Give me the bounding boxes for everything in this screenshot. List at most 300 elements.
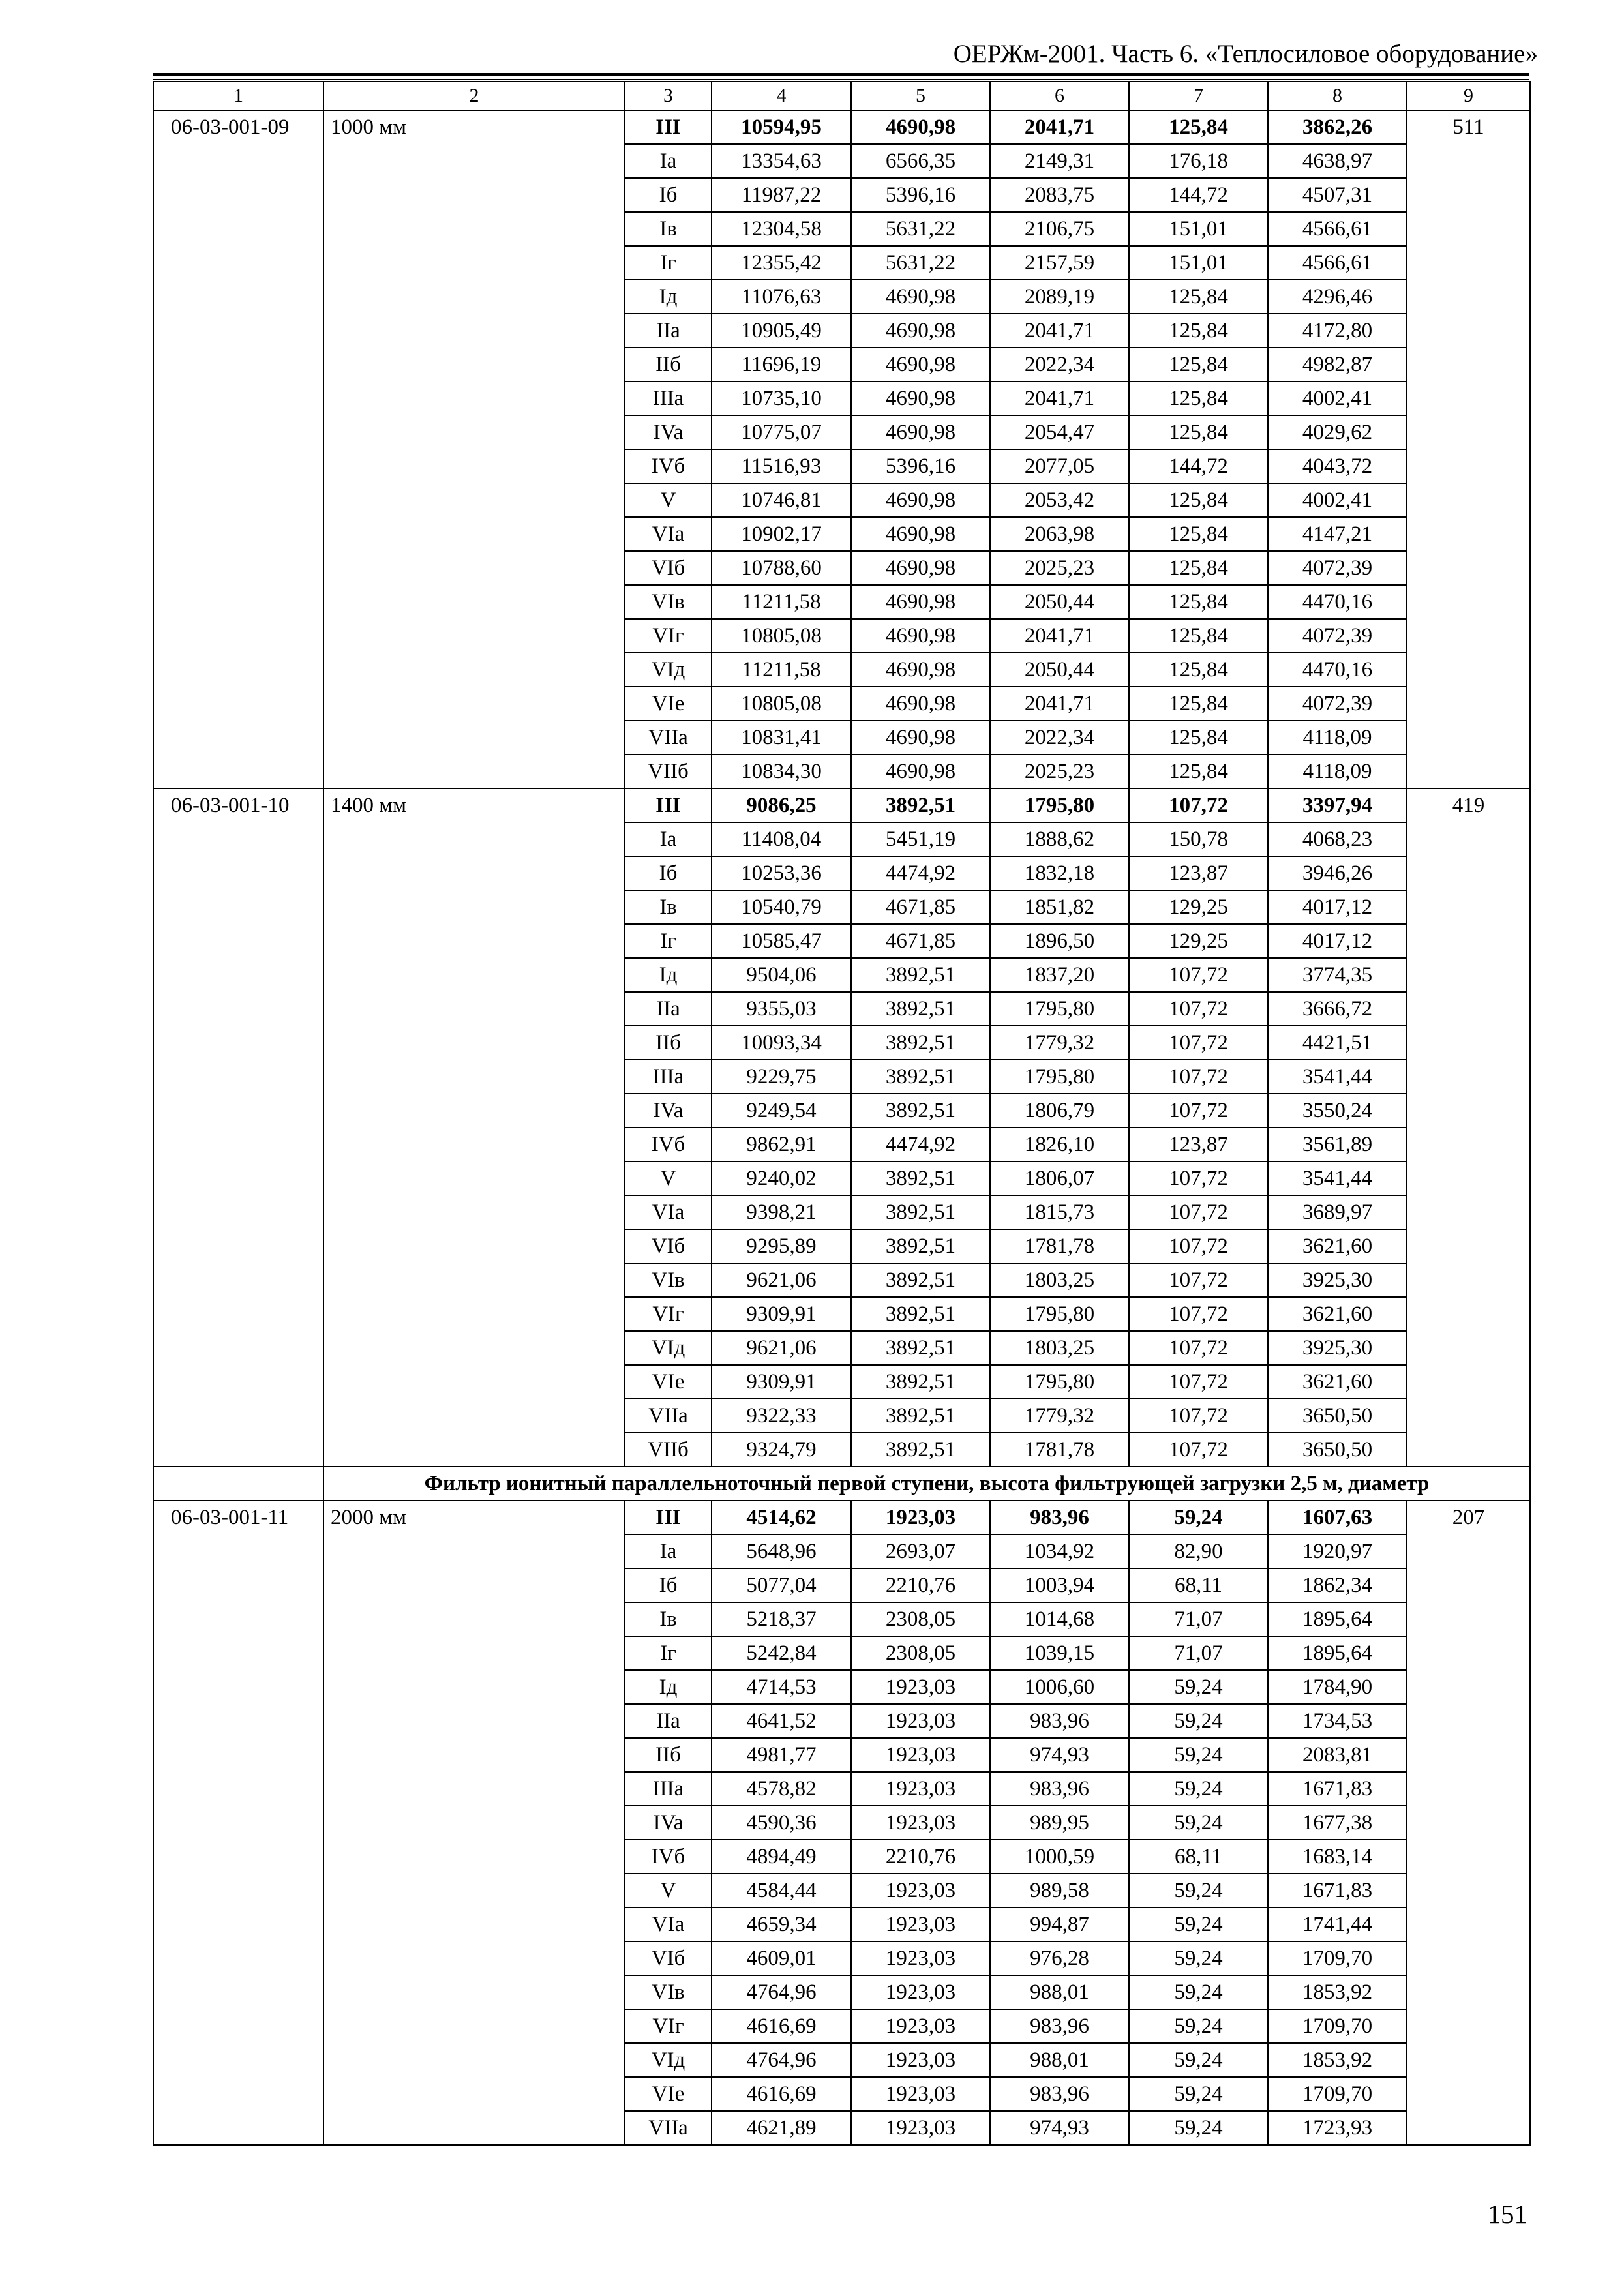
value-cell-8: 4172,80 [1268,314,1407,348]
value-cell-4: 10540,79 [712,890,851,924]
value-cell-7: 59,24 [1129,2043,1268,2077]
value-cell-7: 107,72 [1129,1026,1268,1060]
value-cell-8: 3925,30 [1268,1263,1407,1297]
value-cell-8: 1862,34 [1268,1568,1407,1602]
col9-value: 419 [1407,788,1530,1467]
zone-cell: VIa [625,517,712,551]
value-cell-7: 107,72 [1129,1297,1268,1331]
section-title-row [153,1467,1530,1501]
column-header: 4 [712,82,851,110]
value-cell-4: 5218,37 [712,1602,851,1636]
zone-cell: Iг [625,924,712,958]
table-row [153,788,1530,822]
value-cell-6: 2050,44 [990,653,1129,687]
value-cell-6: 983,96 [990,2077,1129,2111]
column-number-row [153,82,1530,110]
zone-cell: Iб [625,856,712,890]
value-cell-7: 59,24 [1129,2077,1268,2111]
zone-cell: Ia [625,1534,712,1568]
zone-cell: IIб [625,1738,712,1772]
value-cell-7: 59,24 [1129,1738,1268,1772]
value-cell-4: 11211,58 [712,585,851,619]
value-cell-7: 68,11 [1129,1568,1268,1602]
value-cell-7: 123,87 [1129,1128,1268,1161]
value-cell-5: 5631,22 [851,246,990,280]
zone-cell: IIIa [625,1060,712,1094]
value-cell-8: 1683,14 [1268,1840,1407,1874]
value-cell-7: 107,72 [1129,992,1268,1026]
rate-code: 06-03-001-10 [153,788,323,1467]
value-cell-4: 10585,47 [712,924,851,958]
value-cell-7: 176,18 [1129,144,1268,178]
value-cell-6: 2025,23 [990,755,1129,788]
value-cell-4: 10594,95 [712,110,851,144]
value-cell-7: 59,24 [1129,1806,1268,1840]
value-cell-6: 1795,80 [990,1365,1129,1399]
value-cell-4: 10805,08 [712,619,851,653]
value-cell-6: 1832,18 [990,856,1129,890]
zone-cell: Iб [625,1568,712,1602]
zone-cell: VIб [625,1229,712,1263]
section-title: Фильтр ионитный параллельноточный первой ступени, высота фильтрующей загрузки 2,5 м, диаметр [323,1467,1530,1501]
value-cell-5: 2210,76 [851,1840,990,1874]
value-cell-5: 1923,03 [851,1806,990,1840]
column-header: 7 [1129,82,1268,110]
value-cell-8: 3550,24 [1268,1094,1407,1128]
zone-cell: VIд [625,2043,712,2077]
value-cell-6: 2041,71 [990,110,1129,144]
value-cell-4: 9621,06 [712,1331,851,1365]
zone-cell: Iв [625,890,712,924]
value-cell-6: 2041,71 [990,382,1129,415]
rate-code: 06-03-001-11 [153,1501,323,2145]
value-cell-4: 9324,79 [712,1433,851,1467]
zone-cell: V [625,483,712,517]
value-cell-4: 4578,82 [712,1772,851,1806]
value-cell-8: 1677,38 [1268,1806,1407,1840]
value-cell-5: 2693,07 [851,1534,990,1568]
value-cell-7: 107,72 [1129,1433,1268,1467]
value-cell-6: 2022,34 [990,721,1129,755]
value-cell-5: 1923,03 [851,1670,990,1704]
value-cell-7: 107,72 [1129,1365,1268,1399]
value-cell-8: 3689,97 [1268,1195,1407,1229]
column-header: 2 [323,82,625,110]
value-cell-5: 4690,98 [851,755,990,788]
value-cell-5: 4690,98 [851,551,990,585]
value-cell-5: 6566,35 [851,144,990,178]
value-cell-5: 3892,51 [851,1399,990,1433]
value-cell-8: 3666,72 [1268,992,1407,1026]
value-cell-7: 125,84 [1129,382,1268,415]
value-cell-4: 12304,58 [712,212,851,246]
column-header: 1 [153,82,323,110]
value-cell-6: 983,96 [990,2009,1129,2043]
value-cell-4: 9355,03 [712,992,851,1026]
zone-cell: IIб [625,1026,712,1060]
value-cell-8: 4118,09 [1268,721,1407,755]
value-cell-8: 4566,61 [1268,246,1407,280]
value-cell-4: 10775,07 [712,415,851,449]
value-cell-7: 59,24 [1129,1704,1268,1738]
value-cell-7: 71,07 [1129,1636,1268,1670]
value-cell-7: 59,24 [1129,1772,1268,1806]
value-cell-8: 4072,39 [1268,619,1407,653]
zone-cell: VIб [625,551,712,585]
zone-cell: VIIa [625,1399,712,1433]
value-cell-5: 1923,03 [851,2009,990,2043]
value-cell-7: 59,24 [1129,1874,1268,1908]
value-cell-6: 1806,79 [990,1094,1129,1128]
value-cell-7: 107,72 [1129,1060,1268,1094]
value-cell-6: 1795,80 [990,1297,1129,1331]
value-cell-8: 1709,70 [1268,1941,1407,1975]
value-cell-7: 59,24 [1129,1975,1268,2009]
value-cell-4: 4641,52 [712,1704,851,1738]
value-cell-6: 2077,05 [990,449,1129,483]
zone-cell: VIa [625,1195,712,1229]
value-cell-7: 59,24 [1129,1941,1268,1975]
value-cell-4: 5648,96 [712,1534,851,1568]
value-cell-8: 3541,44 [1268,1060,1407,1094]
value-cell-8: 4566,61 [1268,212,1407,246]
value-cell-6: 2022,34 [990,348,1129,382]
value-cell-6: 2149,31 [990,144,1129,178]
value-cell-5: 2308,05 [851,1602,990,1636]
value-cell-4: 10093,34 [712,1026,851,1060]
rate-code: 06-03-001-09 [153,110,323,788]
value-cell-5: 4690,98 [851,653,990,687]
zone-cell: VIIa [625,721,712,755]
value-cell-5: 3892,51 [851,958,990,992]
zone-cell: Iв [625,1602,712,1636]
value-cell-4: 9295,89 [712,1229,851,1263]
value-cell-6: 1826,10 [990,1128,1129,1161]
value-cell-7: 59,24 [1129,2009,1268,2043]
value-cell-6: 1851,82 [990,890,1129,924]
value-cell-5: 4671,85 [851,890,990,924]
value-cell-5: 4690,98 [851,314,990,348]
zone-cell: IVa [625,1806,712,1840]
value-cell-6: 983,96 [990,1704,1129,1738]
value-cell-5: 1923,03 [851,2077,990,2111]
zone-cell: VIIб [625,1433,712,1467]
value-cell-7: 125,84 [1129,551,1268,585]
value-cell-5: 3892,51 [851,788,990,822]
value-cell-8: 4002,41 [1268,483,1407,517]
value-cell-5: 2210,76 [851,1568,990,1602]
zone-cell: III [625,1501,712,1534]
value-cell-7: 125,84 [1129,585,1268,619]
value-cell-8: 3621,60 [1268,1297,1407,1331]
value-cell-8: 1784,90 [1268,1670,1407,1704]
value-cell-4: 4621,89 [712,2111,851,2145]
value-cell-8: 1734,53 [1268,1704,1407,1738]
page-number: 151 [1487,2199,1527,2229]
value-cell-8: 1607,63 [1268,1501,1407,1534]
rate-name: 2000 мм [323,1501,625,2145]
value-cell-8: 1895,64 [1268,1636,1407,1670]
value-cell-6: 2041,71 [990,687,1129,721]
value-cell-7: 107,72 [1129,1331,1268,1365]
value-cell-8: 1709,70 [1268,2009,1407,2043]
value-cell-6: 994,87 [990,1908,1129,1941]
value-cell-7: 123,87 [1129,856,1268,890]
zone-cell: IIIa [625,382,712,415]
zone-cell: IVб [625,1840,712,1874]
value-cell-5: 4690,98 [851,415,990,449]
zone-cell: VIв [625,585,712,619]
value-cell-4: 10834,30 [712,755,851,788]
value-cell-6: 1034,92 [990,1534,1129,1568]
value-cell-7: 107,72 [1129,1094,1268,1128]
value-cell-5: 4690,98 [851,619,990,653]
value-cell-7: 107,72 [1129,1195,1268,1229]
value-cell-7: 59,24 [1129,1670,1268,1704]
value-cell-8: 4002,41 [1268,382,1407,415]
value-cell-4: 10902,17 [712,517,851,551]
value-cell-8: 3650,50 [1268,1399,1407,1433]
value-cell-8: 1723,93 [1268,2111,1407,2145]
value-cell-5: 1923,03 [851,1501,990,1534]
value-cell-5: 4474,92 [851,856,990,890]
value-cell-8: 1853,92 [1268,1975,1407,2009]
value-cell-6: 2083,75 [990,178,1129,212]
value-cell-4: 11516,93 [712,449,851,483]
value-cell-6: 1837,20 [990,958,1129,992]
value-cell-7: 125,84 [1129,755,1268,788]
value-cell-8: 4017,12 [1268,890,1407,924]
value-cell-4: 9309,91 [712,1365,851,1399]
table-body [153,82,1530,2145]
value-cell-4: 9621,06 [712,1263,851,1297]
value-cell-7: 151,01 [1129,212,1268,246]
value-cell-6: 1000,59 [990,1840,1129,1874]
value-cell-5: 4474,92 [851,1128,990,1161]
zone-cell: Ia [625,822,712,856]
value-cell-5: 1923,03 [851,1772,990,1806]
value-cell-7: 129,25 [1129,924,1268,958]
value-cell-6: 974,93 [990,1738,1129,1772]
value-cell-4: 10746,81 [712,483,851,517]
value-cell-6: 1003,94 [990,1568,1129,1602]
value-cell-6: 983,96 [990,1501,1129,1534]
value-cell-6: 2050,44 [990,585,1129,619]
value-cell-7: 107,72 [1129,1399,1268,1433]
value-cell-6: 2106,75 [990,212,1129,246]
value-cell-4: 9249,54 [712,1094,851,1128]
value-cell-4: 4764,96 [712,2043,851,2077]
value-cell-8: 4982,87 [1268,348,1407,382]
value-cell-7: 151,01 [1129,246,1268,280]
value-cell-6: 1781,78 [990,1433,1129,1467]
zone-cell: VIд [625,1331,712,1365]
value-cell-5: 4690,98 [851,687,990,721]
value-cell-4: 9229,75 [712,1060,851,1094]
value-cell-6: 2053,42 [990,483,1129,517]
value-cell-4: 10831,41 [712,721,851,755]
value-cell-7: 107,72 [1129,1229,1268,1263]
value-cell-7: 125,84 [1129,483,1268,517]
value-cell-4: 4764,96 [712,1975,851,2009]
value-cell-6: 2041,71 [990,619,1129,653]
col9-value: 207 [1407,1501,1530,2145]
value-cell-6: 2025,23 [990,551,1129,585]
value-cell-5: 5396,16 [851,449,990,483]
zone-cell: III [625,110,712,144]
zone-cell: VIг [625,2009,712,2043]
value-cell-7: 59,24 [1129,1501,1268,1534]
value-cell-8: 1853,92 [1268,2043,1407,2077]
value-cell-4: 11987,22 [712,178,851,212]
value-cell-8: 4470,16 [1268,653,1407,687]
zone-cell: VIд [625,653,712,687]
value-cell-4: 10788,60 [712,551,851,585]
value-cell-7: 125,84 [1129,721,1268,755]
value-cell-8: 3621,60 [1268,1365,1407,1399]
value-cell-4: 4616,69 [712,2009,851,2043]
value-cell-8: 4029,62 [1268,415,1407,449]
value-cell-8: 4638,97 [1268,144,1407,178]
value-cell-5: 1923,03 [851,1738,990,1772]
value-cell-8: 1920,97 [1268,1534,1407,1568]
value-cell-5: 5396,16 [851,178,990,212]
zone-cell: IVa [625,1094,712,1128]
value-cell-8: 4017,12 [1268,924,1407,958]
value-cell-8: 3650,50 [1268,1433,1407,1467]
value-cell-5: 2308,05 [851,1636,990,1670]
value-cell-4: 11408,04 [712,822,851,856]
zone-cell: VIIa [625,2111,712,2145]
value-cell-4: 10905,49 [712,314,851,348]
value-cell-6: 2063,98 [990,517,1129,551]
zone-cell: Iб [625,178,712,212]
value-cell-7: 125,84 [1129,687,1268,721]
value-cell-7: 59,24 [1129,2111,1268,2145]
value-cell-7: 125,84 [1129,314,1268,348]
value-cell-4: 4981,77 [712,1738,851,1772]
value-cell-8: 4470,16 [1268,585,1407,619]
value-cell-5: 3892,51 [851,1365,990,1399]
value-cell-4: 10735,10 [712,382,851,415]
rates-table [153,81,1531,2146]
value-cell-6: 1781,78 [990,1229,1129,1263]
zone-cell: VIб [625,1941,712,1975]
zone-cell: Ia [625,144,712,178]
column-header: 9 [1407,82,1530,110]
value-cell-6: 1006,60 [990,1670,1129,1704]
zone-cell: VIв [625,1263,712,1297]
value-cell-4: 4609,01 [712,1941,851,1975]
value-cell-5: 3892,51 [851,1331,990,1365]
zone-cell: VIa [625,1908,712,1941]
value-cell-5: 4690,98 [851,483,990,517]
value-cell-8: 3862,26 [1268,110,1407,144]
value-cell-4: 4616,69 [712,2077,851,2111]
value-cell-8: 1671,83 [1268,1874,1407,1908]
value-cell-6: 988,01 [990,1975,1129,2009]
zone-cell: III [625,788,712,822]
value-cell-7: 129,25 [1129,890,1268,924]
value-cell-7: 150,78 [1129,822,1268,856]
value-cell-5: 3892,51 [851,1094,990,1128]
page-header-title: ОЕРЖм-2001. Часть 6. «Теплосиловое оборудование» [953,40,1538,68]
zone-cell: IVб [625,1128,712,1161]
rate-name: 1400 мм [323,788,625,1467]
zone-cell: Iг [625,1636,712,1670]
value-cell-8: 1741,44 [1268,1908,1407,1941]
value-cell-6: 1795,80 [990,992,1129,1026]
value-cell-6: 1795,80 [990,788,1129,822]
value-cell-6: 1806,07 [990,1161,1129,1195]
value-cell-5: 3892,51 [851,1161,990,1195]
zone-cell: IVб [625,449,712,483]
value-cell-5: 1923,03 [851,1975,990,2009]
value-cell-4: 9240,02 [712,1161,851,1195]
value-cell-8: 4072,39 [1268,551,1407,585]
zone-cell: IIб [625,348,712,382]
zone-cell: VIe [625,2077,712,2111]
value-cell-6: 989,58 [990,1874,1129,1908]
value-cell-6: 1039,15 [990,1636,1129,1670]
value-cell-6: 1779,32 [990,1399,1129,1433]
value-cell-6: 1815,73 [990,1195,1129,1229]
value-cell-7: 107,72 [1129,958,1268,992]
value-cell-5: 3892,51 [851,1433,990,1467]
header-rule-thin [153,79,1529,80]
value-cell-6: 1014,68 [990,1602,1129,1636]
column-header: 6 [990,82,1129,110]
value-cell-8: 2083,81 [1268,1738,1407,1772]
value-cell-6: 2041,71 [990,314,1129,348]
value-cell-5: 3892,51 [851,1229,990,1263]
value-cell-5: 1923,03 [851,1908,990,1941]
zone-cell: VIe [625,687,712,721]
rate-name: 1000 мм [323,110,625,788]
value-cell-8: 4072,39 [1268,687,1407,721]
zone-cell: VIг [625,1297,712,1331]
value-cell-4: 5077,04 [712,1568,851,1602]
zone-cell: Iд [625,958,712,992]
value-cell-5: 3892,51 [851,992,990,1026]
value-cell-4: 12355,42 [712,246,851,280]
value-cell-7: 125,84 [1129,348,1268,382]
value-cell-7: 59,24 [1129,1908,1268,1941]
zone-cell: V [625,1874,712,1908]
value-cell-8: 1671,83 [1268,1772,1407,1806]
value-cell-8: 3925,30 [1268,1331,1407,1365]
value-cell-4: 13354,63 [712,144,851,178]
value-cell-4: 9862,91 [712,1128,851,1161]
value-cell-4: 9086,25 [712,788,851,822]
value-cell-8: 4043,72 [1268,449,1407,483]
value-cell-6: 2054,47 [990,415,1129,449]
value-cell-6: 1779,32 [990,1026,1129,1060]
value-cell-7: 107,72 [1129,788,1268,822]
value-cell-8: 3946,26 [1268,856,1407,890]
value-cell-7: 107,72 [1129,1263,1268,1297]
value-cell-4: 4894,49 [712,1840,851,1874]
zone-cell: IVa [625,415,712,449]
value-cell-8: 3397,94 [1268,788,1407,822]
value-cell-7: 68,11 [1129,1840,1268,1874]
value-cell-4: 9309,91 [712,1297,851,1331]
value-cell-7: 107,72 [1129,1161,1268,1195]
column-header: 3 [625,82,712,110]
value-cell-7: 125,84 [1129,619,1268,653]
section-spacer-cell [153,1467,323,1501]
value-cell-5: 4690,98 [851,348,990,382]
